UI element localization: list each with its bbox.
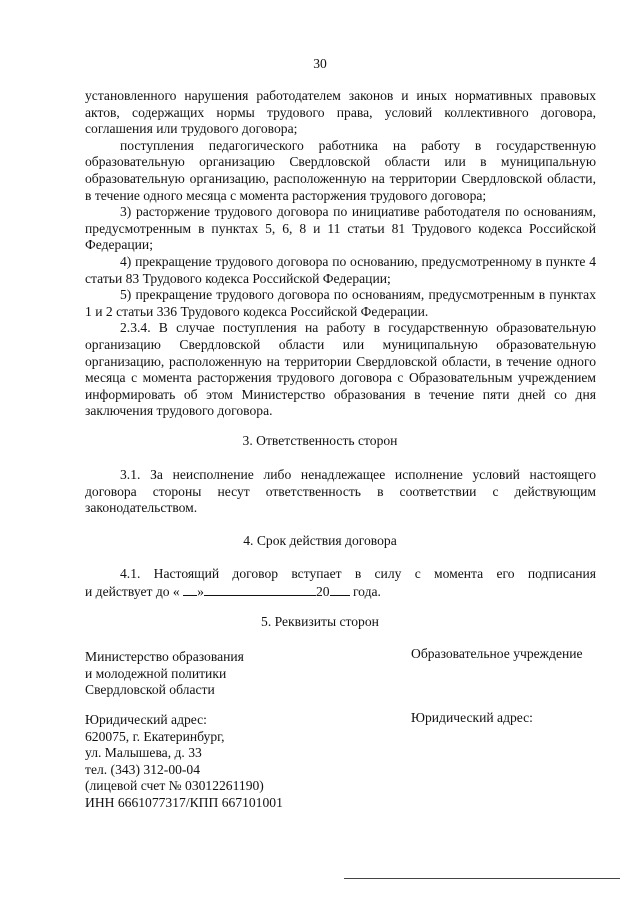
day-blank: [183, 583, 197, 596]
quote-close: »: [197, 583, 204, 599]
term-end-text: года.: [352, 583, 381, 599]
ministry-address-postal: 620075, г. Екатеринбург,: [85, 728, 225, 744]
year-blank: [330, 583, 350, 596]
paragraph-termination-initiative: 3) расторжение трудового договора по инициативе работодателя по основаниям, предусмотренным в пунктах 5, 6, 8 и 11 статьи 81 Трудового кодекса Российской Федерации;: [85, 204, 596, 253]
paragraph-2-3-4: 2.3.4. В случае поступления на работу в государственную образовательную организацию Свердловской области или муниципальную образовательную организацию, расположенную на территории Свердловской области, в течение одного месяца с момента расторжения трудового договора с Образовательным учреждением информировать об этом Министерство образования в течение пяти дней со дня заключения трудового договора.: [85, 320, 596, 419]
ministry-details: [85, 649, 345, 699]
paragraph-3-1: 3.1. За неисполнение либо ненадлежащее исполнение условий настоящего договора стороны несут ответственность в соответствии с действующим законодательством.: [85, 467, 596, 516]
ministry-name-line-2: и молодежной политики: [85, 665, 227, 681]
institution-name: Образовательное учреждение: [411, 646, 583, 661]
institution-address-label: Юридический адрес:: [411, 710, 533, 725]
paragraph-violation: установленного нарушения работодателем законов и иных нормативных правовых актов, содержащих нормы трудового права, условий коллективного договора, соглашения или трудового договора;: [85, 88, 596, 137]
ministry-phone: тел. (343) 312-00-04: [85, 761, 201, 777]
ministry-address-street: ул. Малышева, д. 33: [85, 745, 202, 761]
section-4-heading: 4. Срок действия договора: [243, 533, 397, 548]
ministry-inn-kpp: ИНН 6661077317/КПП 667101001: [85, 794, 283, 810]
ministry-account: (лицевой счет № 03012261190): [85, 778, 264, 794]
month-blank: [204, 583, 316, 596]
ministry-name-line-3: Свердловской области: [85, 682, 215, 698]
paragraph-4-1: 4.1. Настоящий договор вступает в силу с момента его подписания: [120, 566, 596, 581]
ministry-address-label: Юридический адрес:: [85, 712, 207, 727]
bottom-rule: [344, 878, 620, 879]
page-number: 30: [313, 56, 327, 71]
institution-address: [411, 710, 611, 727]
ministry-address: [85, 712, 345, 812]
obligations-continued: [85, 88, 596, 420]
term-start-text: и действует до «: [85, 583, 180, 599]
paragraph-termination-336: 5) прекращение трудового договора по основаниям, предусмотренным в пунктах 1 и 2 статьи 336 Трудового кодекса Российской Федерации.: [85, 287, 596, 319]
paragraph-termination-83: 4) прекращение трудового договора по основанию, предусмотренному в пункте 4 статьи 83 Трудового кодекса Российской Федерации;: [85, 253, 596, 286]
year-prefix: 20: [315, 583, 330, 599]
section-5-heading: 5. Реквизиты сторон: [261, 614, 379, 629]
section-3-body: [85, 467, 596, 517]
section-3-heading: 3. Ответственность сторон: [242, 433, 398, 448]
section-4-body: [85, 566, 596, 600]
paragraph-4-1-term: [85, 583, 596, 601]
institution-details: [411, 646, 611, 663]
paragraph-employment-state-org: поступления педагогического работника на работу в государственную образовательную организацию Свердловской области или в муниципальную образовательную организацию, расположенную на территории Свердловской области, в течение одного месяца с момента расторжения трудового договора;: [85, 137, 596, 203]
ministry-name-line-1: Министерство образования: [85, 649, 244, 664]
